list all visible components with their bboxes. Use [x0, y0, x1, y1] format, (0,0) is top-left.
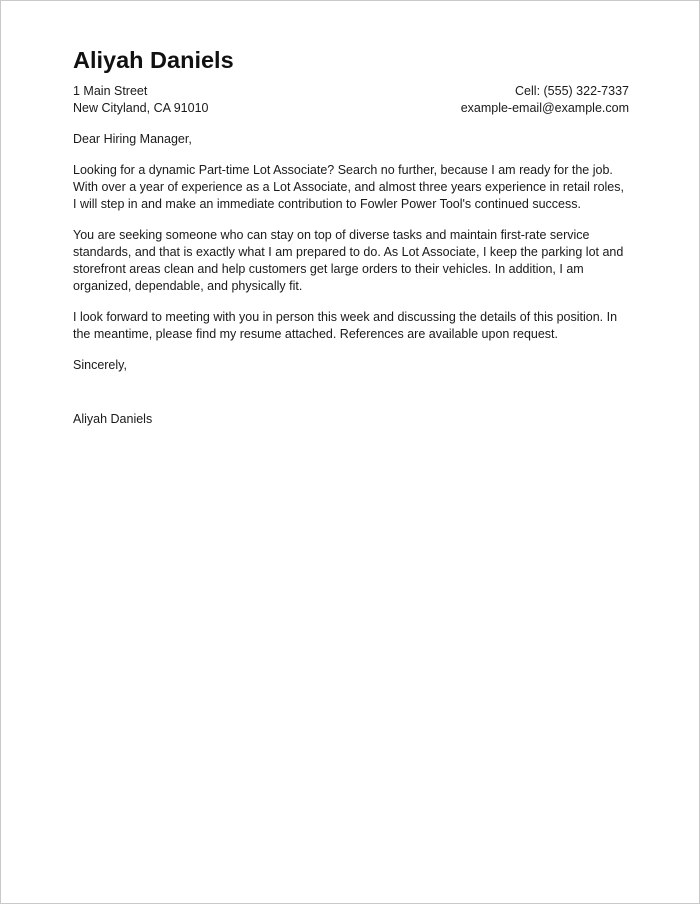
applicant-name-heading: Aliyah Daniels [73, 47, 234, 73]
paragraph-line: Looking for a dynamic Part-time Lot Associate? Search no further, because I am ready for the job. [73, 163, 613, 177]
closing: Sincerely, [73, 358, 127, 372]
body-paragraph-2 [73, 227, 629, 295]
paragraph-line: storefront areas clean and help customers get large orders to their vehicles. In addition, I am [73, 262, 584, 276]
paragraph-line: You are seeking someone who can stay on top of diverse tasks and maintain first-rate service [73, 228, 590, 242]
salutation: Dear Hiring Manager, [73, 132, 192, 146]
email-address: example-email@example.com [460, 101, 629, 115]
body-paragraph-1 [73, 162, 629, 213]
paragraph-line: I look forward to meeting with you in person this week and discussing the details of this position. In [73, 310, 618, 324]
paragraph-line: I will step in and make an immediate contribution to Fowler Power Tool's continued success. [73, 197, 581, 211]
paragraph-line: organized, dependable, and physically fit. [73, 279, 303, 293]
paragraph-line: the meantime, please find my resume attached. References are available upon request. [73, 327, 558, 341]
contact-block [73, 83, 629, 117]
contact-details [461, 83, 629, 117]
address-street: 1 Main Street [73, 84, 148, 98]
cover-letter [73, 45, 629, 428]
paragraph-line: standards, and that is exactly what I am prepared to do. As Lot Associate, I keep the parking lot and [73, 245, 624, 259]
address-block [73, 83, 209, 117]
body-paragraph-3 [73, 309, 629, 343]
paragraph-line: With over a year of experience as a Lot Associate, and almost three years experience in retail roles, [73, 180, 624, 194]
phone-number: Cell: (555) 322-7337 [515, 84, 629, 98]
signature-name: Aliyah Daniels [73, 412, 153, 426]
address-city: New Cityland, CA 91010 [73, 101, 209, 115]
